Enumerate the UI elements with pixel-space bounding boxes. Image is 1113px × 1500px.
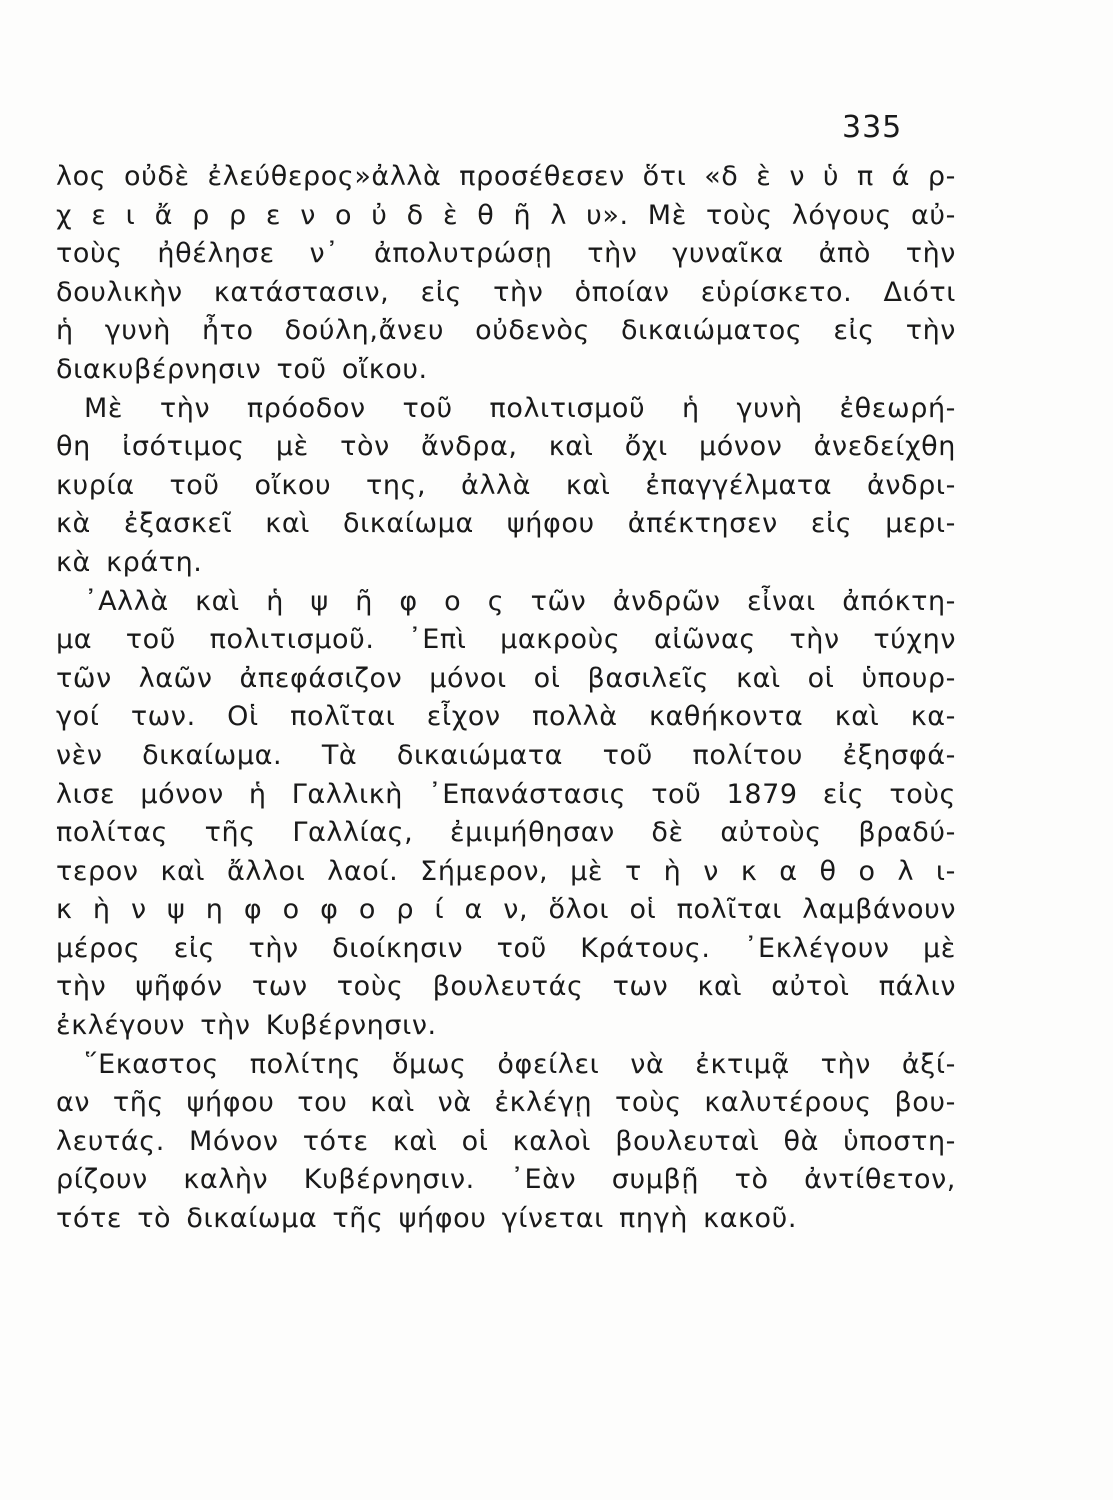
body-text <box>56 158 956 1239</box>
text-line: γοί των. Οἱ πολῖται εἶχον πολλὰ καθήκοντα καὶ κα- <box>56 701 956 733</box>
paragraph-start-line: Μὲ τὴν πρόοδον τοῦ πολιτισμοῦ ἡ γυνὴ ἐθεωρή- <box>84 392 956 424</box>
text-line: τῶν λαῶν ἀπεφάσιζον μόνοι οἱ βασιλεῖς καὶ οἱ ὑπουρ- <box>56 662 956 694</box>
text-line: νὲν δικαίωμα. Τὰ δικαιώματα τοῦ πολίτου ἐξησφά- <box>56 739 956 771</box>
text-line: κὰ ἐξασκεῖ καὶ δικαίωμα ψήφου ἀπέκτησεν εἰς μερι- <box>56 508 956 540</box>
paragraph-start-line: ᾿Αλλὰ καὶ ἡ ψ ῆ φ ο ς τῶν ἀνδρῶν εἶναι ἀπόκτη- <box>84 585 956 617</box>
paragraph-end-line: διακυβέρνησιν τοῦ οἴκου. <box>56 353 428 385</box>
text-line: τερον καὶ ἄλλοι λαοί. Σήμερον, μὲ τ ὴ ν κ α θ ο λ ι- <box>56 855 956 887</box>
text-line: κυρία τοῦ οἴκου της, ἀλλὰ καὶ ἐπαγγέλματα ἀνδρι- <box>56 469 956 501</box>
text-line: θη ἰσότιμος μὲ τὸν ἄνδρα, καὶ ὄχι μόνον ἀνεδείχθη <box>56 431 956 463</box>
text-line: λευτάς. Μόνον τότε καὶ οἱ καλοὶ βουλευταὶ θὰ ὑποστη- <box>56 1125 956 1157</box>
paragraph-end-line: τότε τὸ δικαίωμα τῆς ψήφου γίνεται πηγὴ κακοῦ. <box>56 1203 798 1235</box>
paragraph-start-line: ῞Εκαστος πολίτης ὅμως ὀφείλει νὰ ἐκτιμᾷ τὴν ἀξί- <box>84 1048 956 1080</box>
text-line: μα τοῦ πολιτισμοῦ. ᾿Επὶ μακροὺς αἰῶνας τὴν τύχην <box>56 624 956 656</box>
text-line: λισε μόνον ἡ Γαλλικὴ ᾿Επανάστασις τοῦ 1879 εἰς τοὺς <box>56 778 956 810</box>
text-line: αν τῆς ψήφου του καὶ νὰ ἐκλέγῃ τοὺς καλυτέρους βου- <box>56 1087 956 1119</box>
paragraph-end-line: ἐκλέγουν τὴν Κυβέρνησιν. <box>56 1010 437 1042</box>
text-line: τοὺς ἠθέλησε ν᾿ ἀπολυτρώσῃ τὴν γυναῖκα ἀπὸ τὴν <box>56 238 956 270</box>
text-line: πολίτας τῆς Γαλλίας, ἐμιμήθησαν δὲ αὐτοὺς βραδύ- <box>56 817 956 849</box>
text-line: δουλικὴν κατάστασιν, εἰς τὴν ὁποίαν εὑρίσκετο. Διότι <box>56 276 956 308</box>
text-line: ἡ γυνὴ ἦτο δούλη,ἄνευ οὐδενὸς δικαιώματος εἰς τὴν <box>56 315 956 347</box>
text-line: χ ε ι ἄ ρ ρ ε ν ο ὐ δ ὲ θ ῆ λ υ». Μὲ τοὺς λόγους αὐ- <box>56 199 956 231</box>
paragraph-end-line: κὰ κράτη. <box>56 546 203 578</box>
text-line: λος οὐδὲ ἐλεύθερος»ἀλλὰ προσέθεσεν ὅτι «δ ὲ ν ὑ π ά ρ- <box>56 161 956 192</box>
text-line: ρίζουν καλὴν Κυβέρνησιν. ᾿Εὰν συμβῇ τὸ ἀντίθετον, <box>56 1164 956 1196</box>
text-line: κ ὴ ν ψ η φ ο φ ο ρ ί α ν, ὅλοι οἱ πολῖται λαμβάνουν <box>56 894 956 926</box>
page-number: 335 <box>842 110 903 145</box>
text-line: τὴν ψῆφόν των τοὺς βουλευτάς των καὶ αὐτοὶ πάλιν <box>56 971 956 1003</box>
text-line: μέρος εἰς τὴν διοίκησιν τοῦ Κράτους. ᾿Εκλέγουν μὲ <box>56 932 956 964</box>
